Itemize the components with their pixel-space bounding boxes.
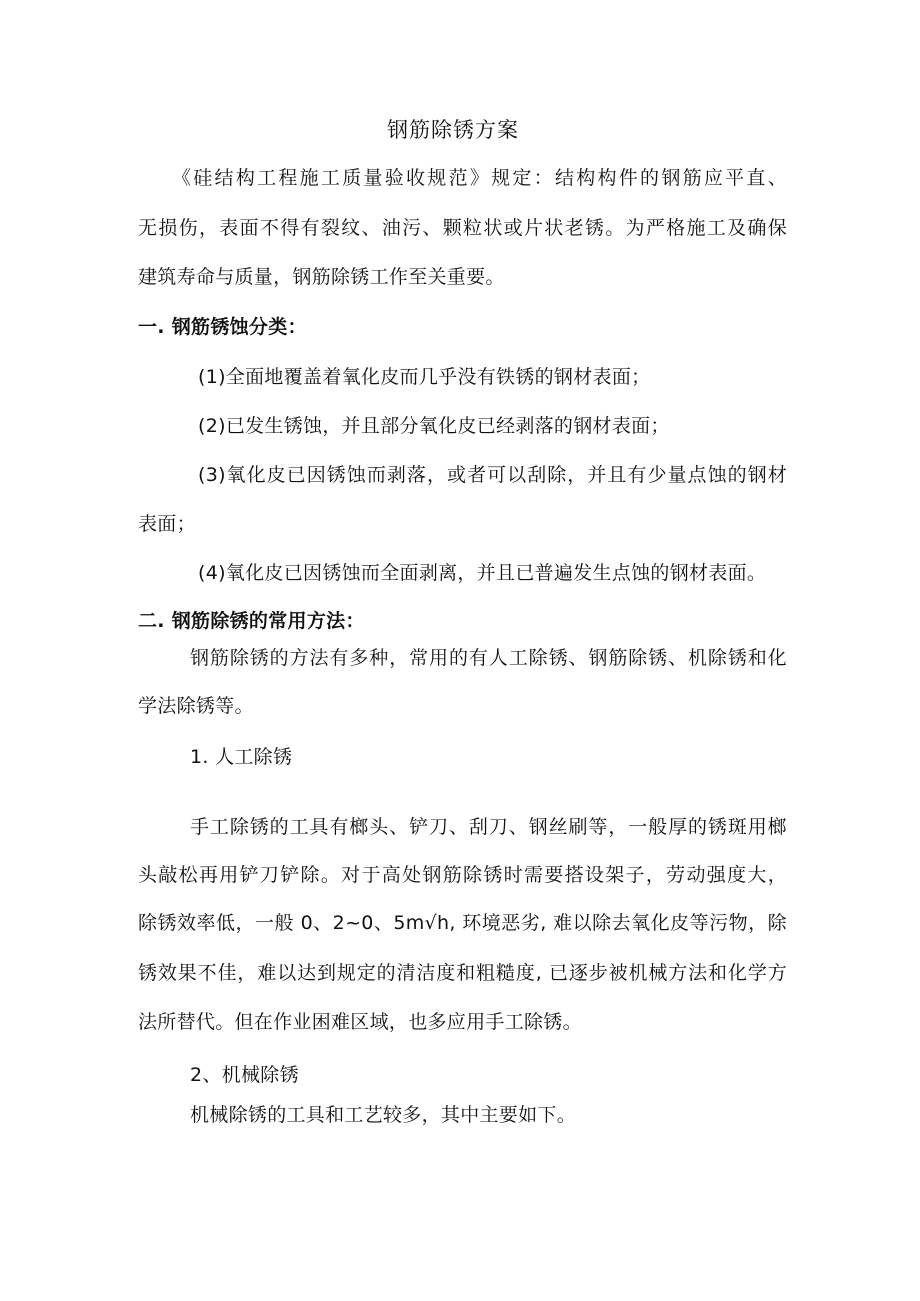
subsection1-line-2: 头敲松再用铲刀铲除。对于高处钢筋除锈时需要搭设架子，劳动强度大， — [138, 864, 787, 886]
subsection1-line-3: 除锈效率低，一般 0、2~0、5m√h, 环境恶劣, 难以除去氧化皮等污物，除 — [138, 912, 787, 934]
section1-heading: 一. 钢筋锈蚀分类： — [138, 316, 307, 338]
subsection2-line-1: 机械除锈的工具和工艺较多，其中主要如下。 — [190, 1104, 577, 1126]
subsection2-heading: 2、机械除锈 — [190, 1064, 299, 1086]
section1-item-3: (3)氧化皮已因锈蚀而剥落，或者可以刮除，并且有少量点蚀的钢材 — [198, 464, 787, 486]
section1-item-1: (1)全面地覆盖着氧化皮而几乎没有铁锈的钢材表面； — [198, 366, 651, 388]
subsection1-line-5: 法所替代。但在作业困难区域，也多应用手工除锈。 — [138, 1011, 582, 1033]
section1-item-2: (2)已发生锈蚀，并且部分氧化皮已经剥落的钢材表面； — [198, 415, 670, 437]
document-title: 钢筋除锈方案 — [387, 118, 519, 142]
section2-intro-line-1: 钢筋除锈的方法有多种，常用的有人工除锈、钢筋除锈、机除锈和化 — [190, 647, 787, 669]
section2-intro-line-2: 学法除锈等。 — [138, 695, 254, 717]
section1-item-4: (4)氧化皮已因锈蚀而全面剥离，并且已普遍发生点蚀的钢材表面。 — [198, 562, 767, 584]
intro-line-2: 无损伤，表面不得有裂纹、油污、颗粒状或片状老锈。为严格施工及确保 — [138, 217, 787, 239]
subsection1-line-4: 锈效果不佳，难以达到规定的清洁度和粗糙度, 已逐步被机械方法和化学方 — [138, 962, 787, 984]
subsection1-heading: 1. 人工除锈 — [190, 746, 293, 768]
intro-line-3: 建筑寿命与质量，钢筋除锈工作至关重要。 — [138, 266, 505, 288]
subsection1-line-1: 手工除锈的工具有榔头、铲刀、刮刀、钢丝刷等，一般厚的锈斑用榔 — [190, 816, 787, 838]
section2-heading: 二. 钢筋除锈的常用方法： — [138, 610, 365, 632]
intro-line-1: 《硅结构工程施工质量验收规范》规定：结构构件的钢筋应平直、 — [172, 167, 787, 189]
section1-item-3-cont: 表面； — [138, 513, 196, 535]
